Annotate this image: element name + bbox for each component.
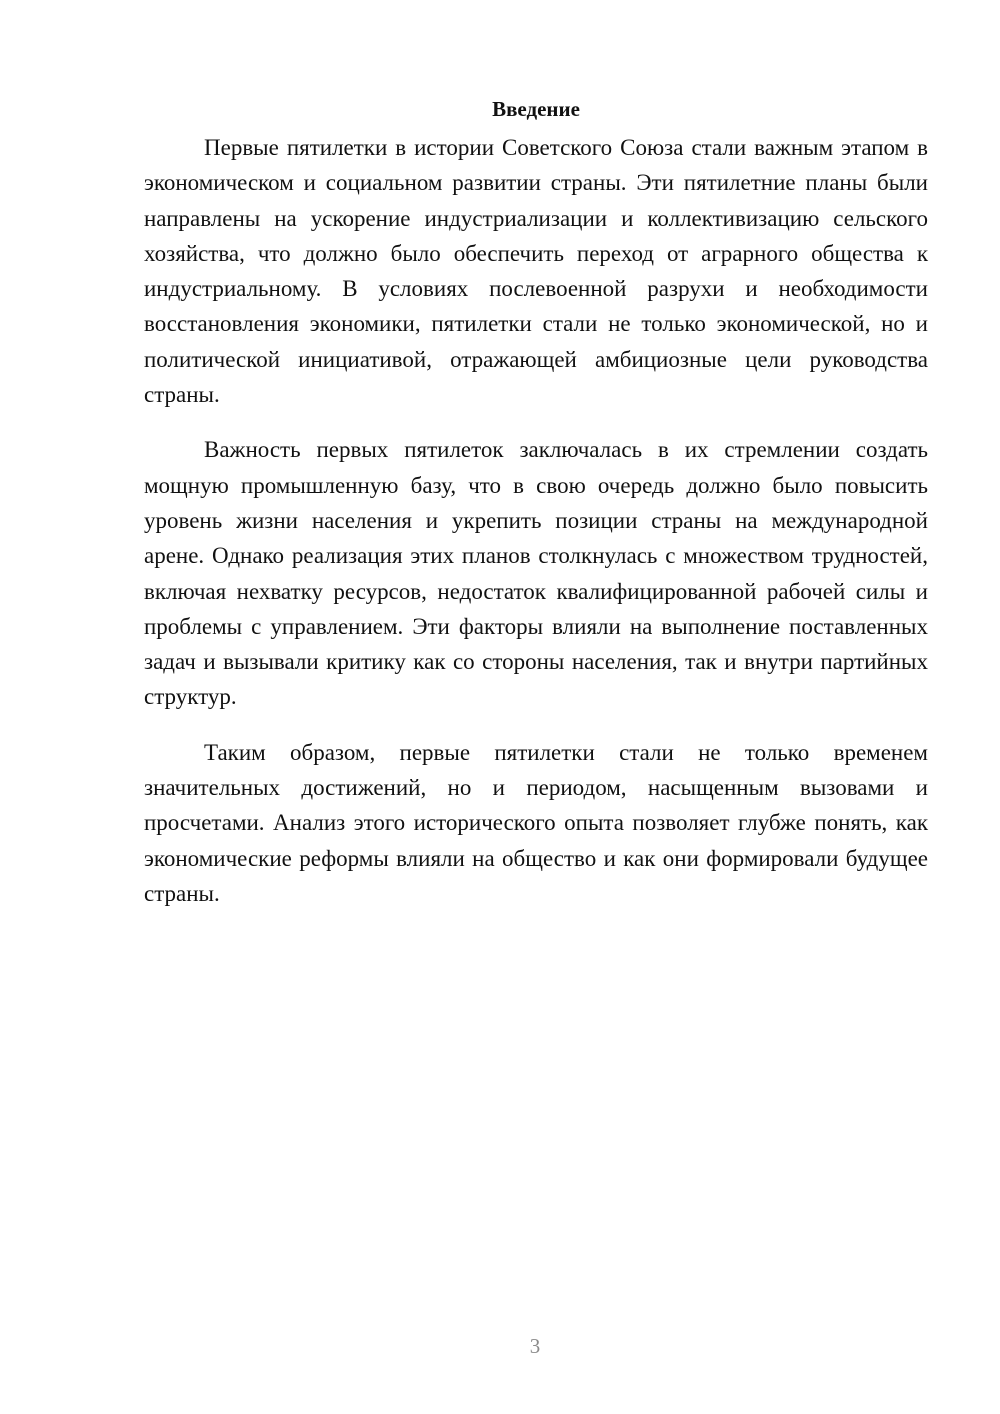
- page-number: 3: [529, 1334, 541, 1358]
- paragraph-3: Таким образом, первые пятилетки стали не только временем значительных достижений, но и периодом, насыщенным вызовами и просчетами. Анализ этого исторического опыта позволяет глубже понять, как экономические реформы влияли на общество и как они формировали будущее страны.: [144, 739, 928, 906]
- paragraph-1: Первые пятилетки в истории Советского Союза стали важным этапом в экономическом и социальном развитии страны. Эти пятилетние планы были направлены на ускорение индустриализации и коллективизацию сельского хозяйства, что должно было обеспечить переход от аграрного общества к индустриальному. В условиях послевоенной разрухи и необходимости восстановления экономики, пятилетки стали не только экономической, но и политической инициативой, отражающей амбициозные цели руководства страны.: [144, 135, 928, 408]
- page-content: [144, 92, 928, 931]
- section-heading: Введение: [492, 97, 580, 121]
- paragraph-2: Важность первых пятилеток заключалась в их стремлении создать мощную промышленную базу, что в свою очередь должно было повысить уровень жизни населения и укрепить позиции страны на международной арене. Однако реализация этих планов столкнулась с множеством трудностей, включая нехватку ресурсов, недостаток квалифицированной рабочей силы и проблемы с управлением. Эти факторы влияли на выполнение поставленных задач и вызывали критику как со стороны населения, так и внутри партийных структур.: [144, 437, 928, 710]
